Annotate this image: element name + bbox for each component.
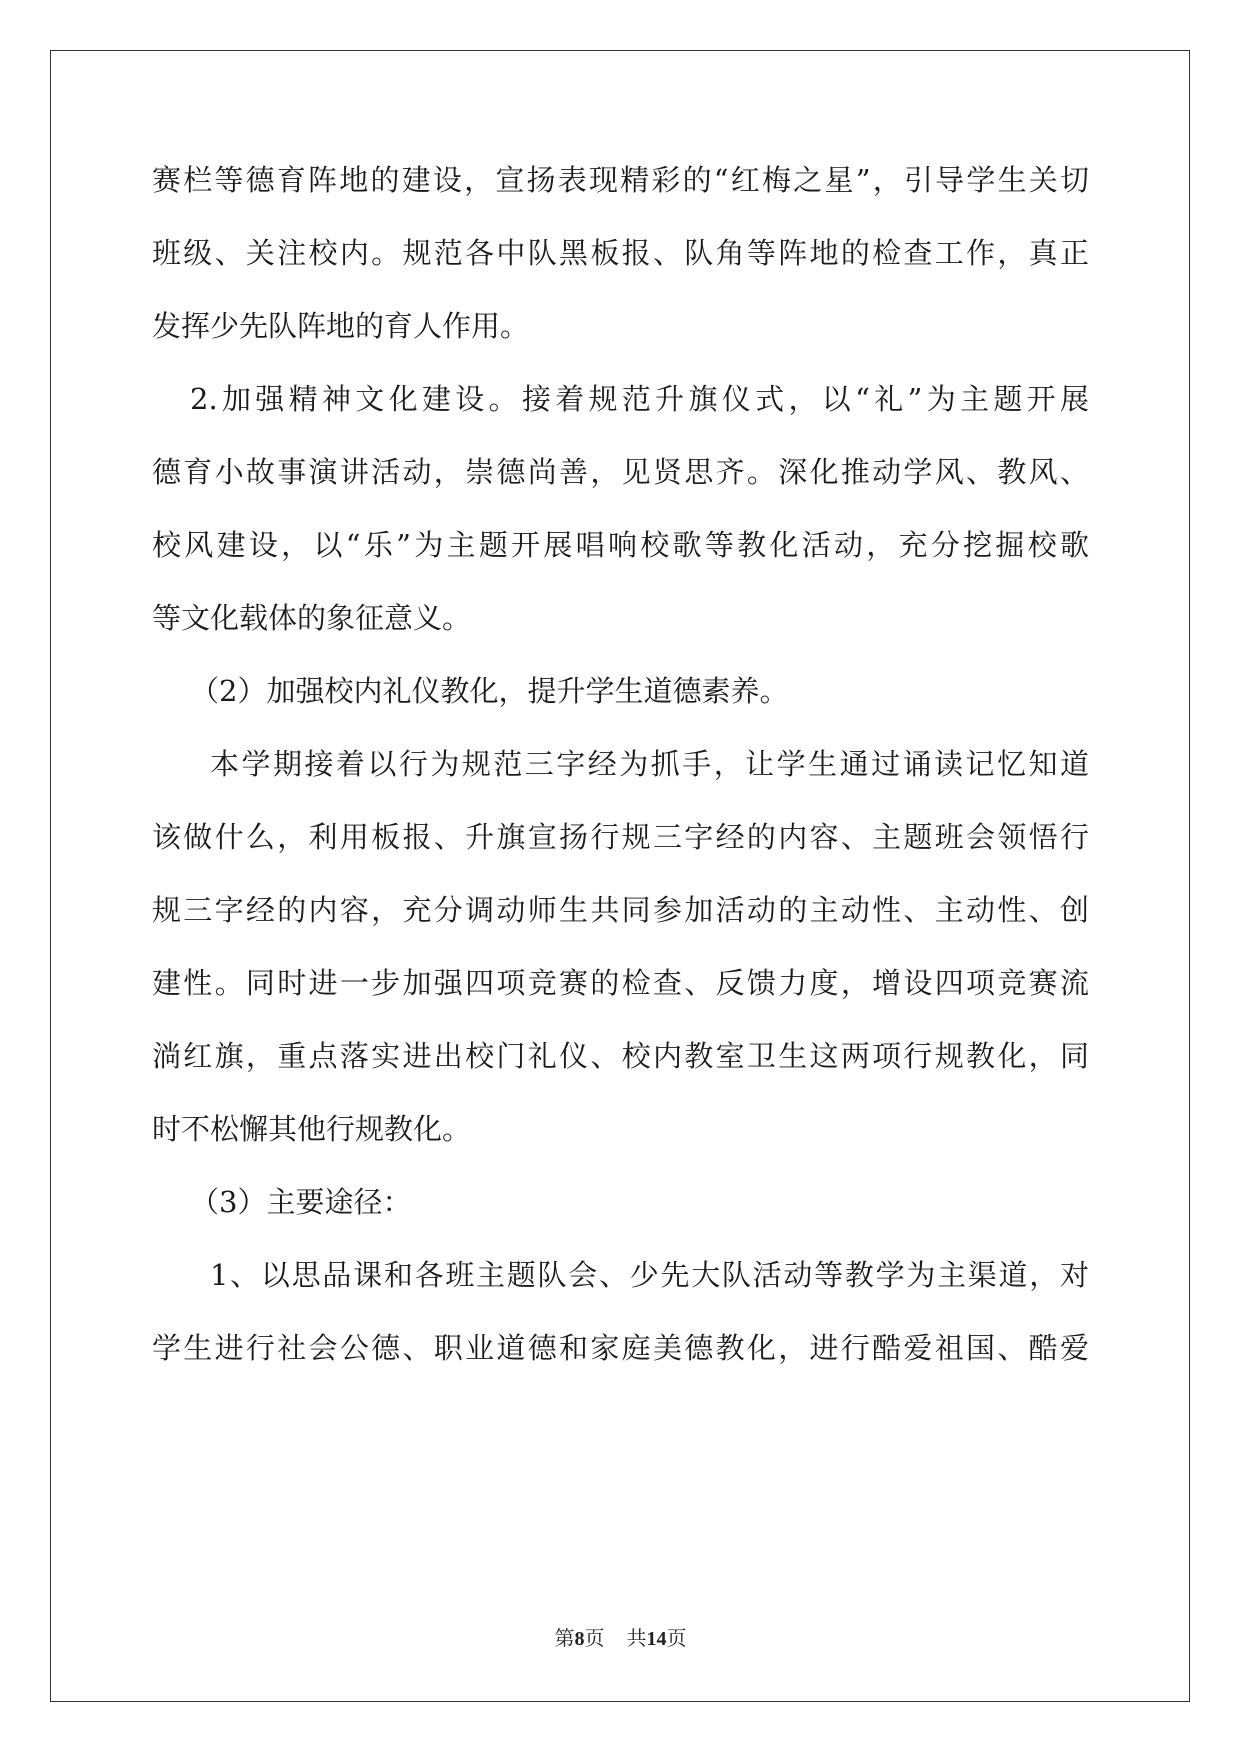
- page-footer: [0, 1622, 1241, 1651]
- text-line: 学生进行社会公德、职业道德和家庭美德教化，进行酷爱祖国、酷爱: [152, 1331, 1089, 1365]
- total-suffix: 页: [666, 1628, 687, 1650]
- text-line: 1、以思品课和各班主题队会、少先大队活动等教学为主渠道，对: [210, 1258, 1089, 1292]
- page-suffix: 页: [584, 1628, 605, 1650]
- text-line: 建性。同时进一步加强四项竞赛的检查、反馈力度，增设四项竞赛流: [152, 966, 1089, 1000]
- section-heading: （3）主要途径：: [190, 1185, 412, 1219]
- total-pages: 14: [646, 1628, 667, 1650]
- text-line: 校风建设，以“乐”为主题开展唱响校歌等教化活动，充分挖掘校歌: [152, 528, 1089, 562]
- text-line: 规三字经的内容，充分调动师生共同参加活动的主动性、主动性、创: [152, 893, 1089, 927]
- text-line: 本学期接着以行为规范三字经为抓手，让学生通过诵读记忆知道: [210, 747, 1089, 781]
- text-line: 德育小故事演讲活动，崇德尚善，见贤思齐。深化推动学风、教风、: [152, 455, 1089, 489]
- text-line: 淌红旗，重点落实进出校门礼仪、校内教室卫生这两项行规教化，同: [152, 1039, 1089, 1073]
- total-prefix: 共: [626, 1628, 647, 1650]
- section-heading: （2）加强校内礼仪教化，提升学生道德素养。: [190, 674, 789, 708]
- text-line: 时不松懈其他行规教化。: [152, 1112, 472, 1146]
- text-line: 赛栏等德育阵地的建设，宣扬表现精彩的“红梅之星”，引导学生关切: [152, 163, 1089, 197]
- text-line: 该做什么，利用板报、升旗宣扬行规三字经的内容、主题班会领悟行: [152, 820, 1089, 854]
- page-prefix: 第: [554, 1628, 575, 1650]
- text-line: 等文化载体的象征意义。: [152, 601, 472, 635]
- text-line: 班级、关注校内。规范各中队黑板报、队角等阵地的检查工作，真正: [152, 236, 1089, 270]
- text-line: 2.加强精神文化建设。接着规范升旗仪式，以“礼”为主题开展: [190, 382, 1089, 416]
- text-line: 发挥少先队阵地的育人作用。: [152, 309, 530, 343]
- page-number: 8: [574, 1628, 585, 1650]
